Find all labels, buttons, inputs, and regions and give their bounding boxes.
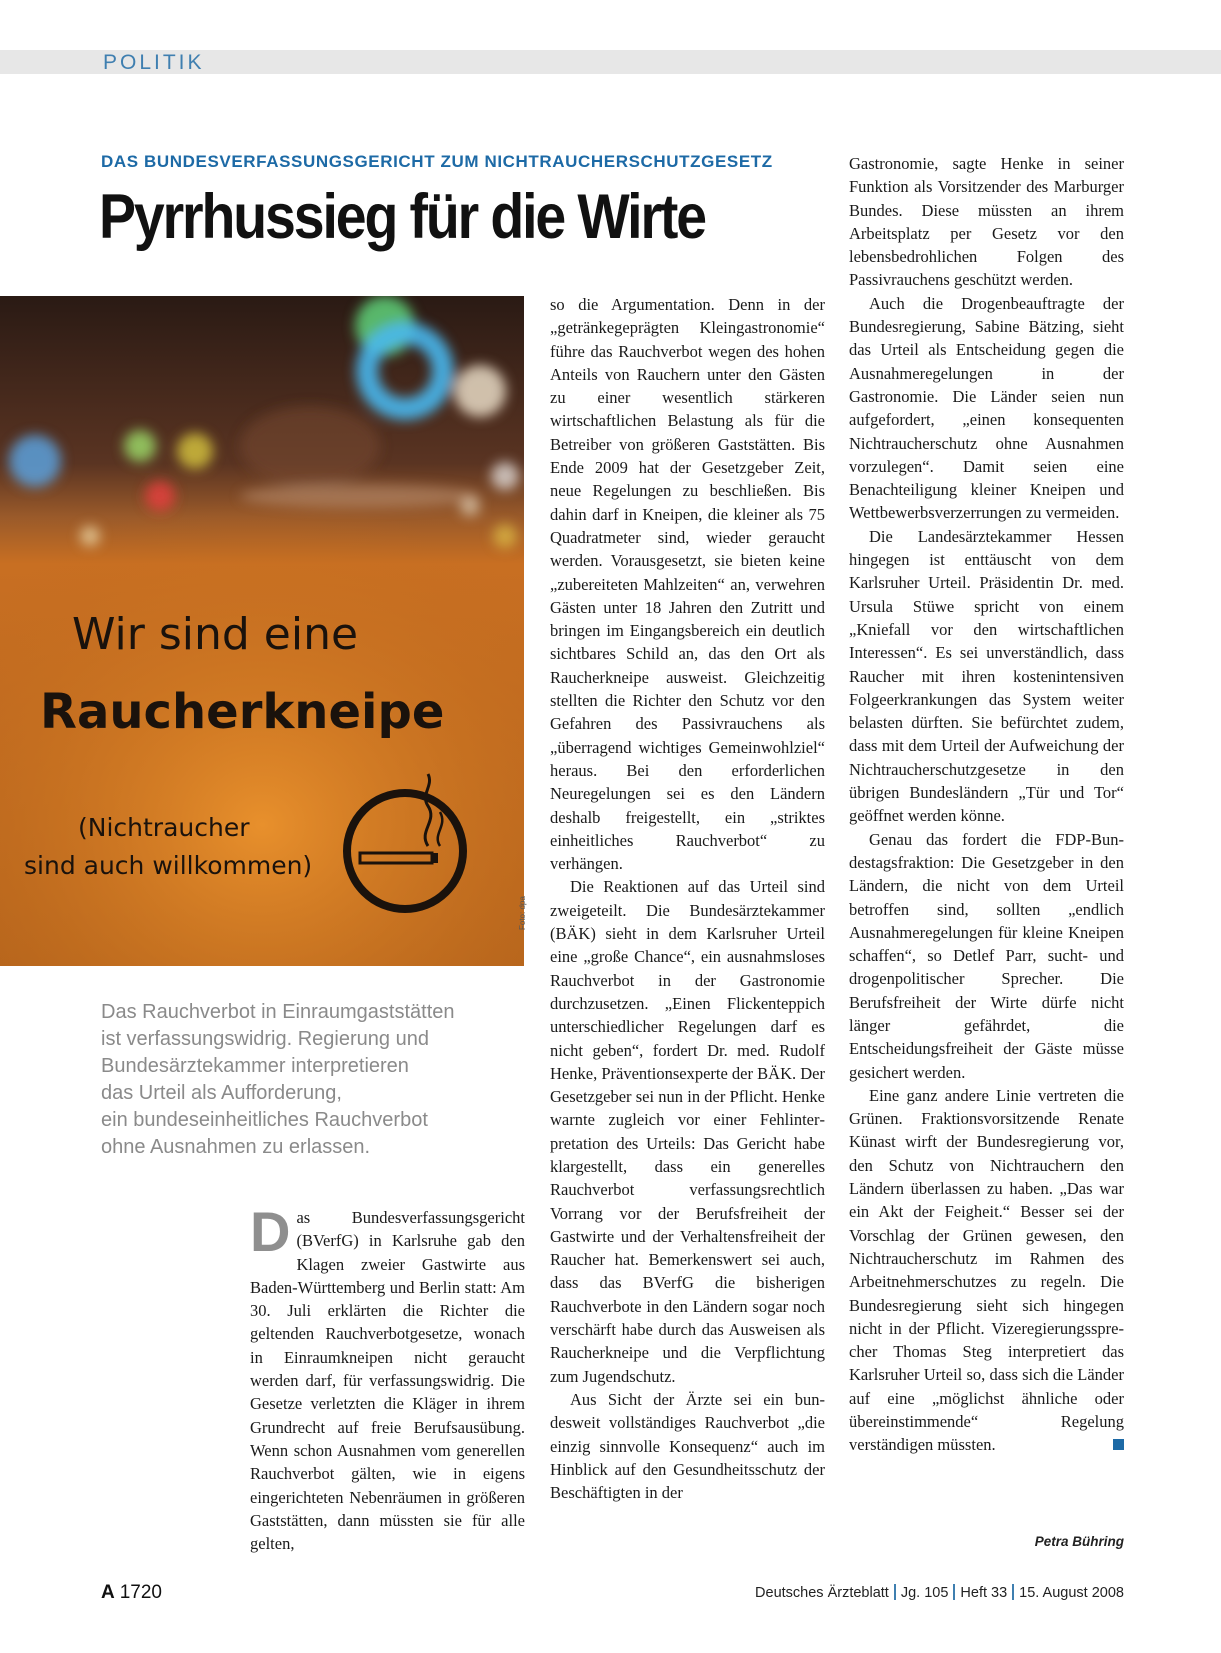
body-paragraph: Die Reaktionen auf das Urteil sind zweigeteilt. Die Bundesärztekammer (BÄK) sieht in dem Karlsruher Urteil eine „große Chance“, ein ausnahmsloses Rauchverbot in der Gastronomie durchzusetzen. „Einen Flickenteppich unterschiedlicher Regelungen darf es nicht geben“, fordert Dr. med. Rudolf Henke, Präventionsexperte der BÄK. Der Gesetzgeber sei nun in der Pflicht. Henke warnte zugleich vor einer Fehlinterpretation des Urteils: Das Gericht habe klargestellt, dass ein generelles Rauchverbot verfassungsrechtlich Vorrang vor der Berufsfreiheit der Gastwirte und der Verhaltensfreiheit der Raucher hat. Bemerkenswert sei auch, dass das BVerfG die bisherigen Rauchverbote in den Ländern sogar noch verschärft habe durch das Ausweisen als Raucherkneipe und die Verpflichtung zum Jugendschutz. bbox=[550, 877, 825, 1386]
sign-line-3: (Nichtraucher bbox=[78, 813, 250, 842]
lead-paragraph bbox=[101, 999, 531, 1161]
body-paragraph bbox=[250, 1200, 525, 1555]
lead-line: Das Rauchverbot in Einraumgaststätten bbox=[101, 1001, 455, 1023]
lead-line: ein bundeseinheitliches Rauchverbot bbox=[101, 1109, 428, 1131]
footer-separator bbox=[953, 1584, 955, 1600]
page-number-value: 1720 bbox=[119, 1582, 163, 1603]
sign-line-1: Wir sind eine bbox=[72, 609, 359, 660]
paragraph-text: as Bundesverfassungsgericht (BVerfG) in Karlsruhe gab den Klagen zweier Gastwirte aus Baden-Württemberg und Berlin statt: Am 30. Juli erklärten die Richter die geltenden Rauchverbotgesetze, wonach in Einraumkneipen nicht geraucht werden darf, für verfassungswidrig. Die Gesetze verletzten die Kläger in ihrem Grundrecht auf freie Berufsausübung. Wenn schon Ausnahmen vom generellen Rauchverbot gälten, wie in eigens eingerichteten Nebenräumen in größeren Gaststätten, dann müssten sie für alle gelten, bbox=[250, 1208, 525, 1554]
body-paragraph bbox=[849, 1084, 1124, 1457]
lead-line: Bundesärztekammer interpretieren bbox=[101, 1055, 409, 1077]
body-column-3 bbox=[849, 152, 1124, 1457]
body-paragraph: Aus Sicht der Ärzte sei ein bundesweit vollständiges Rauchverbot „die einzig sinnvolle Konsequenz“ auch im Hinblick auf den Gesundheitsschutz der Beschäftigten in der bbox=[550, 1389, 825, 1503]
article-photo bbox=[0, 296, 524, 966]
footer-citation bbox=[755, 1584, 1124, 1601]
journal-volume: Jg. 105 bbox=[900, 1585, 949, 1601]
body-paragraph: Genau das fordert die FDP-Bundestagsfraktion: Die Gesetzgeber in den Ländern, die nicht von dem Urteil betroffen sind, sollten „endlich Ausnahmeregelungen für kleine Kneipen schaffen“, so Detlef Parr, sucht- und drogenpolitischer Sprecher. Die Berufsfreiheit der Wirte dürfe nicht länger gefährdet, die Entscheidungsfreiheit der Gäste müsse gesichert werden. bbox=[849, 829, 1124, 1082]
section-label: POLITIK bbox=[103, 51, 205, 74]
paragraph-text: Eine ganz andere Linie vertreten die Grünen. Fraktionsvorsitzende Renate Künast wirft der Bundesregierung vor, den Schutz von Nichtrauchern den Ländern überlassen zu haben. „Das war ein Akt der Feigheit.“ Besser sei der Vorschlag der Grünen gewesen, den Nichtraucherschutz im Rahmen des Arbeitnehmerschutzes zu regeln. Die Bundesregierung sieht sich hingegen nicht in der Pflicht. Vizeregierungssprecher Thomas Steg interpretiert das Karlsruher Urteil so, dass sich die Länder auf eine „möglichst ähnliche oder übereinstimmende“ Regelung verständigen müssten. bbox=[849, 1085, 1124, 1455]
author-name: Petra Bühring bbox=[1034, 1534, 1124, 1549]
journal-name: Deutsches Ärzteblatt bbox=[755, 1585, 889, 1601]
body-paragraph: Gastronomie, sagte Henke in seiner Funktion als Vorsitzender des Marburger Bundes. Diese müssten an ihrem Arbeitsplatz per Gesetz vor den lebensbedrohlichen Folgen des Passivrauchens geschützt werden. bbox=[849, 154, 1124, 290]
body-paragraph: Die Landesärztekammer Hessen hingegen ist enttäuscht von dem Karlsruher Urteil. Präsidentin Dr. med. Ursula Stüwe spricht von einem „Kniefall vor den wirtschaftlichen Interessen“. Es sei unverständlich, dass Raucher mit ihren kostenintensiven Folgeerkrankungen das System weiter belasten dürften. Sie befürchtet zudem, dass mit dem Urteil der Aufweichung der Nichtraucherschutzgesetze in den übrigen Bundesländern „Tür und Tor“ geöffnet werden könne. bbox=[849, 526, 1124, 826]
sign-line-4: sind auch willkommen) bbox=[24, 851, 313, 880]
body-column-1 bbox=[250, 1200, 525, 1555]
body-paragraph: so die Argumentation. Denn in der „getränkegeprägten Kleingastronomie“ führe das Rauchverbot wegen des hohen Anteils von Rauchern unter den Gästen zu einer wesentlich stärkeren wirtschaftlichen Belastung als für die Betreiber von größeren Gaststätten. Bis Ende 2009 hat der Gesetzgeber Zeit, neue Regelungen zu beschließen. Bis dahin darf in Kneipen, die kleiner als 75 Quadratmeter sind, wieder geraucht werden. Vorausgesetzt, sie bieten keine „zubereiteten Mahlzeiten“ an, verwehren Gästen unter 18 Jahren den Zutritt und bringen im Eingangsbereich ein deutlich sichtbares Schild an, das den Ort als Raucherkneipe ausweist. Gleichzeitig stellten die Richter den Schutz vor den Gefahren des Passivrauchens als „überragend wichtiges Gemeinwohlziel“ heraus. Bei den erforderlichen Neuregelungen sei es den Ländern deshalb freigestellt, ein „striktes einheitliches Rauchverbot“ zu verhängen. bbox=[550, 295, 825, 874]
sign-line-2: Raucherkneipe bbox=[40, 684, 445, 740]
kicker: DAS BUNDESVERFASSUNGSGERICHT ZUM NICHTRAUCHERSCHUTZGESETZ bbox=[101, 152, 773, 171]
footer-separator bbox=[894, 1584, 896, 1600]
lead-line: ohne Ausnahmen zu erlassen. bbox=[101, 1136, 371, 1158]
body-column-2 bbox=[550, 293, 825, 1504]
photo-credit: Foto: dpa bbox=[518, 896, 527, 930]
lead-line: ist verfassungswidrig. Regierung und bbox=[101, 1028, 429, 1050]
journal-issue: Heft 33 bbox=[960, 1585, 1008, 1601]
raucherkneipe-sign-image bbox=[0, 296, 524, 966]
page-prefix: A bbox=[101, 1582, 115, 1603]
footer-separator bbox=[1012, 1584, 1014, 1600]
journal-date: 15. August 2008 bbox=[1019, 1585, 1124, 1601]
headline: Pyrrhussieg für die Wirte bbox=[99, 182, 705, 252]
end-mark-icon bbox=[1113, 1439, 1124, 1450]
lead-line: das Urteil als Aufforderung, bbox=[101, 1082, 342, 1104]
dropcap: D bbox=[250, 1200, 291, 1263]
page-number bbox=[101, 1582, 162, 1604]
body-paragraph: Auch die Drogenbeauftragte der Bundesregierung, Sabine Bätzing, sieht das Urteil als Entscheidung gegen die Ausnahmeregelungen in der Gastronomie. Die Länder seien nun aufgefordert, „einen konsequenten Nichtraucherschutz ohne Ausnahmen vorzulegen“. Damit seien eine Benachteiligung kleiner Kneipen und Wettbewerbsverzerrungen zu vermeiden. bbox=[849, 293, 1124, 523]
